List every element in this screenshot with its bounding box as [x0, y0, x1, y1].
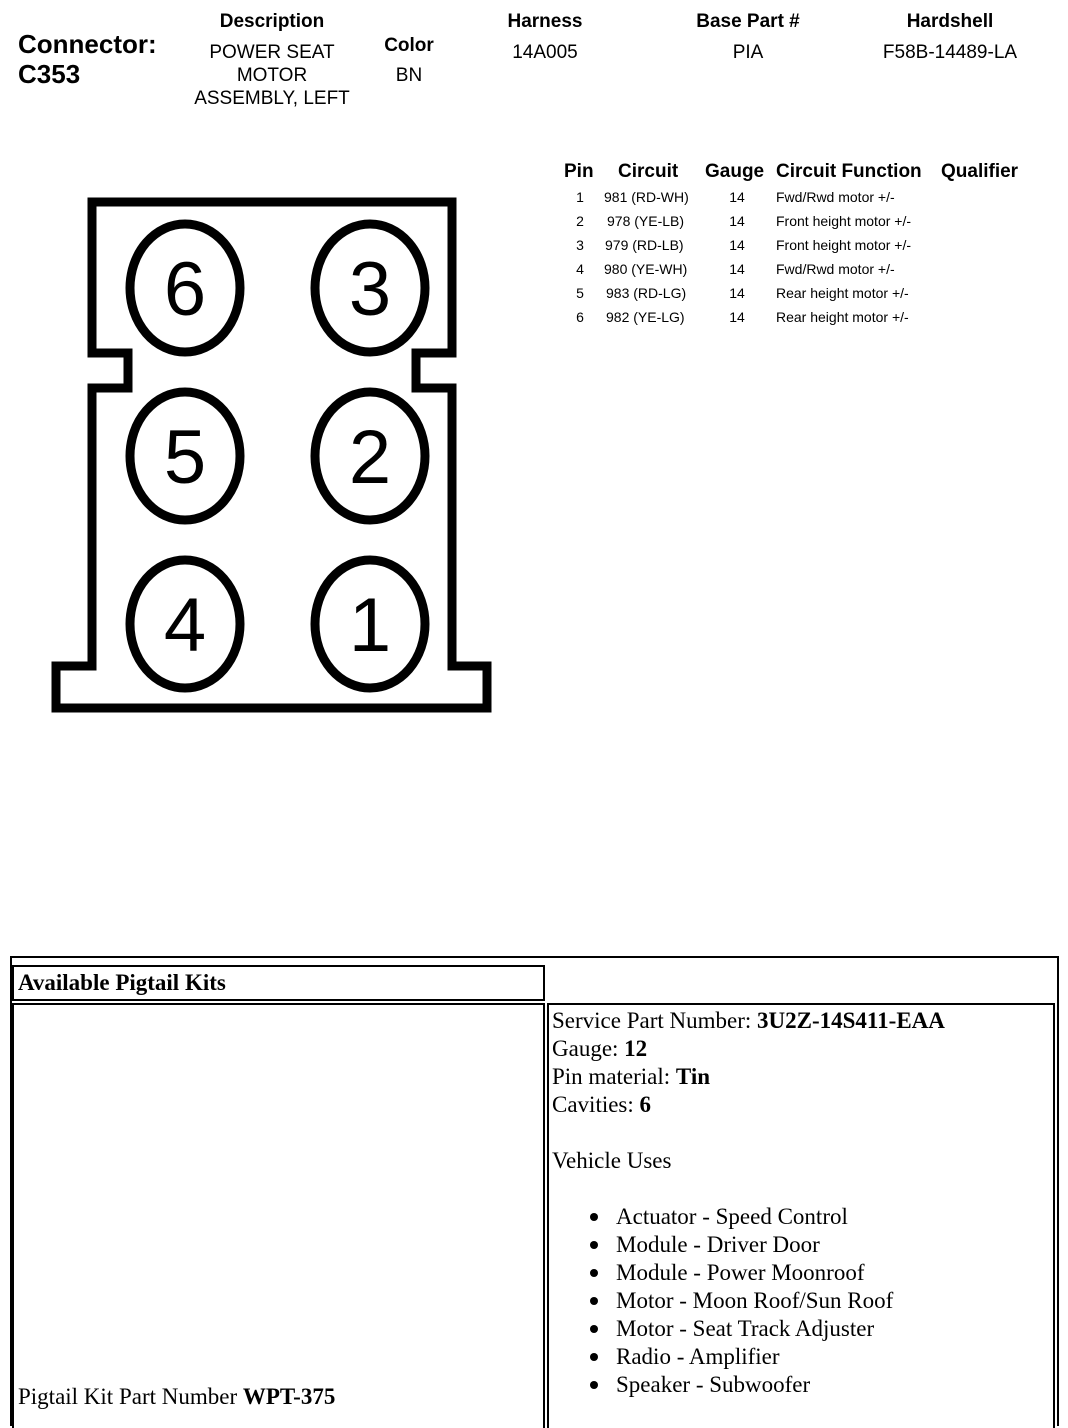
function-cell: Rear height motor +/- [776, 309, 909, 325]
bullet-icon [590, 1213, 598, 1221]
gauge-cell: 14 [729, 261, 745, 277]
pigtail-kit-part [18, 1383, 335, 1411]
bullet-icon [590, 1325, 598, 1333]
function-cell: Front height motor +/- [776, 237, 912, 253]
vehicle-uses-heading: Vehicle Uses [552, 1148, 672, 1173]
function-cell: Rear height motor +/- [776, 285, 909, 301]
base-part-label: Base Part # [696, 11, 800, 32]
pin-material-line [552, 1063, 945, 1091]
service-part-line [552, 1007, 945, 1035]
description-line: ASSEMBLY, LEFT [194, 88, 350, 109]
description-label: Description [219, 11, 325, 32]
list-item: Motor - Seat Track Adjuster [588, 1315, 945, 1343]
color-label: Color [384, 35, 434, 56]
pigtail-image-cell [12, 1003, 545, 1428]
bullet-icon [590, 1241, 598, 1249]
pin-material-label: Pin material: [552, 1064, 676, 1089]
vehicle-uses-list [588, 1203, 945, 1399]
list-item: Speaker - Subwoofer [588, 1371, 945, 1399]
pin-cell: 6 [576, 309, 584, 325]
function-cell: Fwd/Rwd motor +/- [776, 189, 895, 205]
list-item: Module - Power Moonroof [588, 1259, 945, 1287]
list-item: Actuator - Speed Control [588, 1203, 945, 1231]
gauge-label: Gauge: [552, 1036, 625, 1061]
circuit-cell: 978 (YE-LB) [607, 213, 685, 229]
cavities-label: Cavities: [552, 1092, 640, 1117]
harness-label: Harness [507, 11, 583, 32]
gauge-cell: 14 [729, 189, 745, 205]
kit-part-value: WPT-375 [242, 1384, 336, 1409]
pin-number-1: 1 [348, 583, 392, 668]
pin-cell: 5 [576, 285, 584, 301]
pin-number-2: 2 [348, 415, 392, 500]
pigtail-details-cell [547, 1003, 1055, 1428]
pin-cell: 2 [576, 213, 584, 229]
pin-cell: 4 [576, 261, 584, 277]
pigtail-details [552, 1007, 945, 1399]
gauge-cell: 14 [729, 309, 745, 325]
connector-face-diagram [0, 0, 520, 730]
pin-table-header-circuit: Circuit [618, 161, 679, 182]
cavities-line [552, 1091, 945, 1119]
circuit-cell: 980 (YE-WH) [604, 261, 688, 277]
function-cell: Fwd/Rwd motor +/- [776, 261, 895, 277]
bullet-icon [590, 1297, 598, 1305]
pigtail-title-cell [12, 965, 545, 1001]
connector-id: C353 [18, 59, 81, 89]
connector-label: Connector: [18, 29, 157, 59]
list-item: Radio - Amplifier [588, 1343, 945, 1371]
pin-number-5: 5 [163, 415, 207, 500]
cavities-value: 6 [639, 1092, 652, 1117]
bullet-icon [590, 1353, 598, 1361]
description-line: MOTOR [236, 65, 308, 86]
bullet-icon [590, 1269, 598, 1277]
pin-cell: 3 [576, 237, 584, 253]
gauge-line [552, 1035, 945, 1063]
pin-number-6: 6 [163, 247, 207, 332]
description-line: POWER SEAT [209, 42, 335, 63]
bullet-icon [590, 1381, 598, 1389]
list-item: Motor - Moon Roof/Sun Roof [588, 1287, 945, 1315]
pin-material-value: Tin [675, 1064, 711, 1089]
circuit-cell: 983 (RD-LG) [606, 285, 687, 301]
hardshell-value: F58B-14489-LA [882, 42, 1018, 63]
pin-number-3: 3 [348, 247, 392, 332]
pin-cell: 1 [576, 189, 584, 205]
pigtail-title: Available Pigtail Kits [18, 970, 226, 995]
hardshell-label: Hardshell [906, 11, 994, 32]
pin-table-header-function: Circuit Function [776, 161, 922, 182]
gauge-value: 12 [624, 1036, 648, 1061]
circuit-cell: 982 (YE-LG) [606, 309, 685, 325]
list-item: Module - Driver Door [588, 1231, 945, 1259]
base-part-value: PIA [732, 42, 764, 63]
color-value: BN [395, 65, 423, 86]
circuit-cell: 979 (RD-LB) [605, 237, 684, 253]
kit-part-label: Pigtail Kit Part Number [18, 1384, 243, 1409]
gauge-cell: 14 [729, 237, 745, 253]
pin-number-4: 4 [163, 583, 207, 668]
pin-table-header-pin: Pin [564, 161, 594, 182]
service-part-label: Service Part Number: [552, 1008, 758, 1033]
pin-cavities [130, 224, 425, 688]
function-cell: Front height motor +/- [776, 213, 912, 229]
pin-table-header-gauge: Gauge [705, 161, 765, 182]
pin-table-header-qualifier: Qualifier [941, 161, 1019, 182]
service-part-value: 3U2Z-14S411-EAA [757, 1008, 945, 1033]
circuit-cell: 981 (RD-WH) [604, 189, 689, 205]
harness-value: 14A005 [512, 42, 578, 63]
gauge-cell: 14 [729, 213, 745, 229]
gauge-cell: 14 [729, 285, 745, 301]
